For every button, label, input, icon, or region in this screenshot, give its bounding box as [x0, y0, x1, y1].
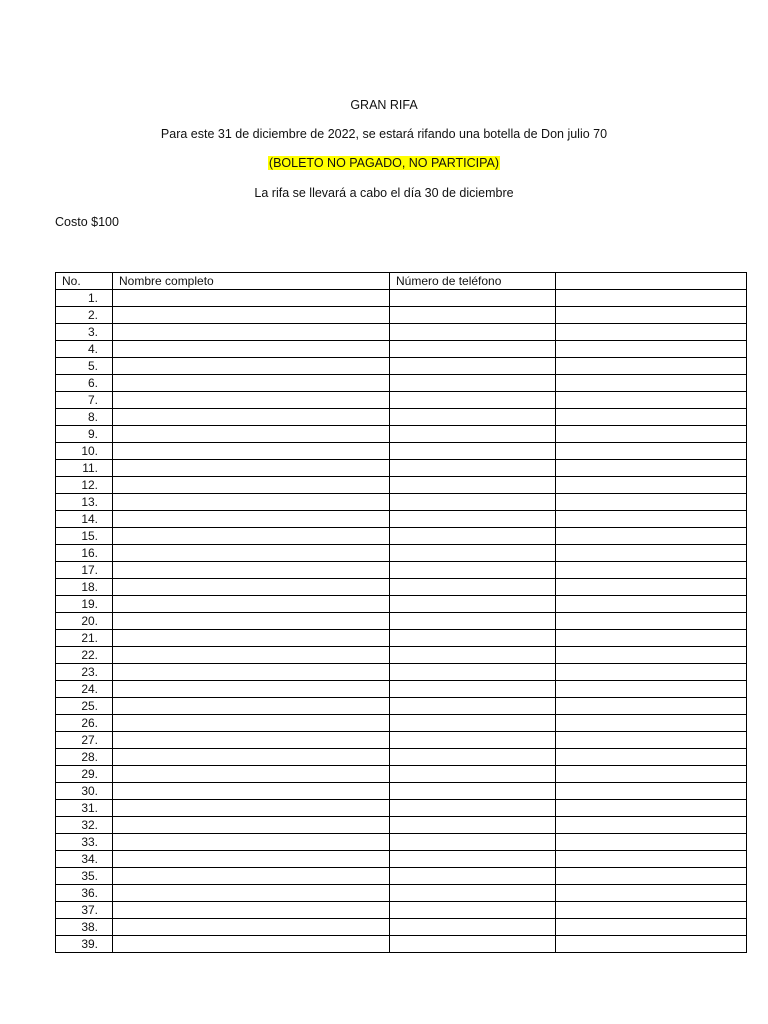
- table-row: [56, 817, 747, 834]
- extra-cell[interactable]: [556, 358, 747, 375]
- extra-cell[interactable]: [556, 681, 747, 698]
- full-name-cell[interactable]: [113, 511, 390, 528]
- extra-cell[interactable]: [556, 511, 747, 528]
- full-name-cell[interactable]: [113, 392, 390, 409]
- phone-number-cell[interactable]: [390, 596, 556, 613]
- phone-number-cell[interactable]: [390, 681, 556, 698]
- row-number: 1.: [56, 290, 113, 307]
- warning-line: [0, 155, 768, 171]
- table-row: [56, 936, 747, 953]
- phone-number-cell[interactable]: [390, 613, 556, 630]
- phone-number-cell[interactable]: [390, 868, 556, 885]
- extra-cell[interactable]: [556, 596, 747, 613]
- table-header-row: [56, 273, 747, 290]
- phone-number-cell[interactable]: [390, 834, 556, 851]
- full-name-cell[interactable]: [113, 851, 390, 868]
- row-number: 34.: [56, 851, 113, 868]
- full-name-cell[interactable]: [113, 545, 390, 562]
- full-name-cell[interactable]: [113, 902, 390, 919]
- phone-number-cell[interactable]: [390, 324, 556, 341]
- phone-number-cell[interactable]: [390, 341, 556, 358]
- extra-cell[interactable]: [556, 375, 747, 392]
- phone-number-cell[interactable]: [390, 919, 556, 936]
- extra-cell[interactable]: [556, 613, 747, 630]
- row-number: 30.: [56, 783, 113, 800]
- row-number: 24.: [56, 681, 113, 698]
- row-number: 2.: [56, 307, 113, 324]
- extra-cell[interactable]: [556, 868, 747, 885]
- phone-number-cell[interactable]: [390, 715, 556, 732]
- raffle-table: [55, 272, 747, 953]
- phone-number-cell[interactable]: [390, 783, 556, 800]
- phone-number-cell[interactable]: [390, 749, 556, 766]
- phone-number-cell[interactable]: [390, 800, 556, 817]
- full-name-cell[interactable]: [113, 715, 390, 732]
- full-name-cell[interactable]: [113, 341, 390, 358]
- table-row: [56, 647, 747, 664]
- extra-cell[interactable]: [556, 426, 747, 443]
- full-name-cell[interactable]: [113, 885, 390, 902]
- row-number: 3.: [56, 324, 113, 341]
- extra-cell[interactable]: [556, 851, 747, 868]
- row-number: 33.: [56, 834, 113, 851]
- full-name-cell[interactable]: [113, 613, 390, 630]
- phone-number-cell[interactable]: [390, 562, 556, 579]
- phone-number-cell[interactable]: [390, 443, 556, 460]
- row-number: 9.: [56, 426, 113, 443]
- table-row: [56, 511, 747, 528]
- full-name-cell[interactable]: [113, 596, 390, 613]
- table-row: [56, 800, 747, 817]
- table-row: [56, 919, 747, 936]
- phone-number-cell[interactable]: [390, 358, 556, 375]
- full-name-cell[interactable]: [113, 749, 390, 766]
- unpaid-ticket-warning: (BOLETO NO PAGADO, NO PARTICIPA): [268, 156, 500, 170]
- row-number: 35.: [56, 868, 113, 885]
- extra-cell[interactable]: [556, 341, 747, 358]
- full-name-cell[interactable]: [113, 783, 390, 800]
- column-header-number: No.: [56, 273, 113, 290]
- full-name-cell[interactable]: [113, 936, 390, 953]
- full-name-cell[interactable]: [113, 919, 390, 936]
- row-number: 7.: [56, 392, 113, 409]
- row-number: 13.: [56, 494, 113, 511]
- extra-cell[interactable]: [556, 902, 747, 919]
- phone-number-cell[interactable]: [390, 664, 556, 681]
- row-number: 19.: [56, 596, 113, 613]
- extra-cell[interactable]: [556, 290, 747, 307]
- row-number: 15.: [56, 528, 113, 545]
- extra-cell[interactable]: [556, 817, 747, 834]
- table-row: [56, 324, 747, 341]
- extra-cell[interactable]: [556, 460, 747, 477]
- extra-cell[interactable]: [556, 664, 747, 681]
- row-number: 32.: [56, 817, 113, 834]
- full-name-cell[interactable]: [113, 732, 390, 749]
- full-name-cell[interactable]: [113, 698, 390, 715]
- ticket-cost: Costo $100: [55, 215, 119, 229]
- phone-number-cell[interactable]: [390, 307, 556, 324]
- table-row: [56, 715, 747, 732]
- extra-cell[interactable]: [556, 698, 747, 715]
- table-row: [56, 834, 747, 851]
- table-row: [56, 426, 747, 443]
- phone-number-cell[interactable]: [390, 885, 556, 902]
- row-number: 36.: [56, 885, 113, 902]
- row-number: 14.: [56, 511, 113, 528]
- full-name-cell[interactable]: [113, 494, 390, 511]
- table-row: [56, 375, 747, 392]
- row-number: 12.: [56, 477, 113, 494]
- extra-cell[interactable]: [556, 783, 747, 800]
- row-number: 37.: [56, 902, 113, 919]
- extra-cell[interactable]: [556, 494, 747, 511]
- full-name-cell[interactable]: [113, 460, 390, 477]
- table-row: [56, 545, 747, 562]
- phone-number-cell[interactable]: [390, 290, 556, 307]
- raffle-description: Para este 31 de diciembre de 2022, se estará rifando una botella de Don julio 70: [160, 127, 608, 141]
- table-row: [56, 307, 747, 324]
- row-number: 4.: [56, 341, 113, 358]
- table-row: [56, 477, 747, 494]
- full-name-cell[interactable]: [113, 681, 390, 698]
- table-row: [56, 528, 747, 545]
- table-row: [56, 460, 747, 477]
- table-row: [56, 341, 747, 358]
- full-name-cell[interactable]: [113, 307, 390, 324]
- table-row: [56, 392, 747, 409]
- phone-number-cell[interactable]: [390, 375, 556, 392]
- table-row: [56, 409, 747, 426]
- extra-cell[interactable]: [556, 936, 747, 953]
- extra-cell[interactable]: [556, 800, 747, 817]
- phone-number-cell[interactable]: [390, 460, 556, 477]
- row-number: 29.: [56, 766, 113, 783]
- row-number: 25.: [56, 698, 113, 715]
- row-number: 39.: [56, 936, 113, 953]
- table-row: [56, 443, 747, 460]
- extra-cell[interactable]: [556, 715, 747, 732]
- row-number: 8.: [56, 409, 113, 426]
- full-name-cell[interactable]: [113, 443, 390, 460]
- phone-number-cell[interactable]: [390, 732, 556, 749]
- phone-number-cell[interactable]: [390, 647, 556, 664]
- table-row: [56, 851, 747, 868]
- row-number: 27.: [56, 732, 113, 749]
- phone-number-cell[interactable]: [390, 392, 556, 409]
- row-number: 31.: [56, 800, 113, 817]
- extra-cell[interactable]: [556, 647, 747, 664]
- phone-number-cell[interactable]: [390, 579, 556, 596]
- table-row: [56, 868, 747, 885]
- row-number: 6.: [56, 375, 113, 392]
- extra-cell[interactable]: [556, 579, 747, 596]
- extra-cell[interactable]: [556, 749, 747, 766]
- row-number: 10.: [56, 443, 113, 460]
- extra-cell[interactable]: [556, 834, 747, 851]
- table-row: [56, 783, 747, 800]
- full-name-cell[interactable]: [113, 409, 390, 426]
- phone-number-cell[interactable]: [390, 426, 556, 443]
- row-number: 18.: [56, 579, 113, 596]
- table-row: [56, 562, 747, 579]
- row-number: 22.: [56, 647, 113, 664]
- table-row: [56, 494, 747, 511]
- row-number: 20.: [56, 613, 113, 630]
- full-name-cell[interactable]: [113, 868, 390, 885]
- column-header-full-name: Nombre completo: [113, 273, 390, 290]
- phone-number-cell[interactable]: [390, 851, 556, 868]
- table-row: [56, 630, 747, 647]
- row-number: 11.: [56, 460, 113, 477]
- row-number: 28.: [56, 749, 113, 766]
- phone-number-cell[interactable]: [390, 409, 556, 426]
- table-row: [56, 290, 747, 307]
- full-name-cell[interactable]: [113, 834, 390, 851]
- extra-cell[interactable]: [556, 732, 747, 749]
- full-name-cell[interactable]: [113, 647, 390, 664]
- table-row: [56, 596, 747, 613]
- full-name-cell[interactable]: [113, 630, 390, 647]
- phone-number-cell[interactable]: [390, 545, 556, 562]
- extra-cell[interactable]: [556, 324, 747, 341]
- phone-number-cell[interactable]: [390, 494, 556, 511]
- phone-number-cell[interactable]: [390, 936, 556, 953]
- extra-cell[interactable]: [556, 528, 747, 545]
- table-row: [56, 698, 747, 715]
- full-name-cell[interactable]: [113, 664, 390, 681]
- table-row: [56, 766, 747, 783]
- full-name-cell[interactable]: [113, 358, 390, 375]
- row-number: 16.: [56, 545, 113, 562]
- extra-cell[interactable]: [556, 562, 747, 579]
- full-name-cell[interactable]: [113, 766, 390, 783]
- table-row: [56, 732, 747, 749]
- extra-cell[interactable]: [556, 630, 747, 647]
- full-name-cell[interactable]: [113, 800, 390, 817]
- full-name-cell[interactable]: [113, 375, 390, 392]
- extra-cell[interactable]: [556, 919, 747, 936]
- column-header-extra: [556, 273, 747, 290]
- extra-cell[interactable]: [556, 392, 747, 409]
- column-header-phone: Número de teléfono: [390, 273, 556, 290]
- extra-cell[interactable]: [556, 307, 747, 324]
- phone-number-cell[interactable]: [390, 528, 556, 545]
- full-name-cell[interactable]: [113, 817, 390, 834]
- table-row: [56, 358, 747, 375]
- table-row: [56, 579, 747, 596]
- phone-number-cell[interactable]: [390, 817, 556, 834]
- raffle-date: La rifa se llevará a cabo el día 30 de diciembre: [254, 186, 514, 200]
- row-number: 23.: [56, 664, 113, 681]
- phone-number-cell[interactable]: [390, 698, 556, 715]
- extra-cell[interactable]: [556, 766, 747, 783]
- full-name-cell[interactable]: [113, 290, 390, 307]
- table-row: [56, 664, 747, 681]
- full-name-cell[interactable]: [113, 562, 390, 579]
- table-row: [56, 613, 747, 630]
- phone-number-cell[interactable]: [390, 902, 556, 919]
- extra-cell[interactable]: [556, 409, 747, 426]
- extra-cell[interactable]: [556, 885, 747, 902]
- phone-number-cell[interactable]: [390, 477, 556, 494]
- full-name-cell[interactable]: [113, 477, 390, 494]
- row-number: 26.: [56, 715, 113, 732]
- phone-number-cell[interactable]: [390, 511, 556, 528]
- table-row: [56, 749, 747, 766]
- extra-cell[interactable]: [556, 545, 747, 562]
- full-name-cell[interactable]: [113, 324, 390, 341]
- document-title: GRAN RIFA: [350, 98, 418, 112]
- row-number: 5.: [56, 358, 113, 375]
- full-name-cell[interactable]: [113, 426, 390, 443]
- full-name-cell[interactable]: [113, 579, 390, 596]
- table-row: [56, 681, 747, 698]
- row-number: 17.: [56, 562, 113, 579]
- extra-cell[interactable]: [556, 443, 747, 460]
- extra-cell[interactable]: [556, 477, 747, 494]
- full-name-cell[interactable]: [113, 528, 390, 545]
- row-number: 38.: [56, 919, 113, 936]
- table-row: [56, 885, 747, 902]
- phone-number-cell[interactable]: [390, 766, 556, 783]
- table-row: [56, 902, 747, 919]
- phone-number-cell[interactable]: [390, 630, 556, 647]
- row-number: 21.: [56, 630, 113, 647]
